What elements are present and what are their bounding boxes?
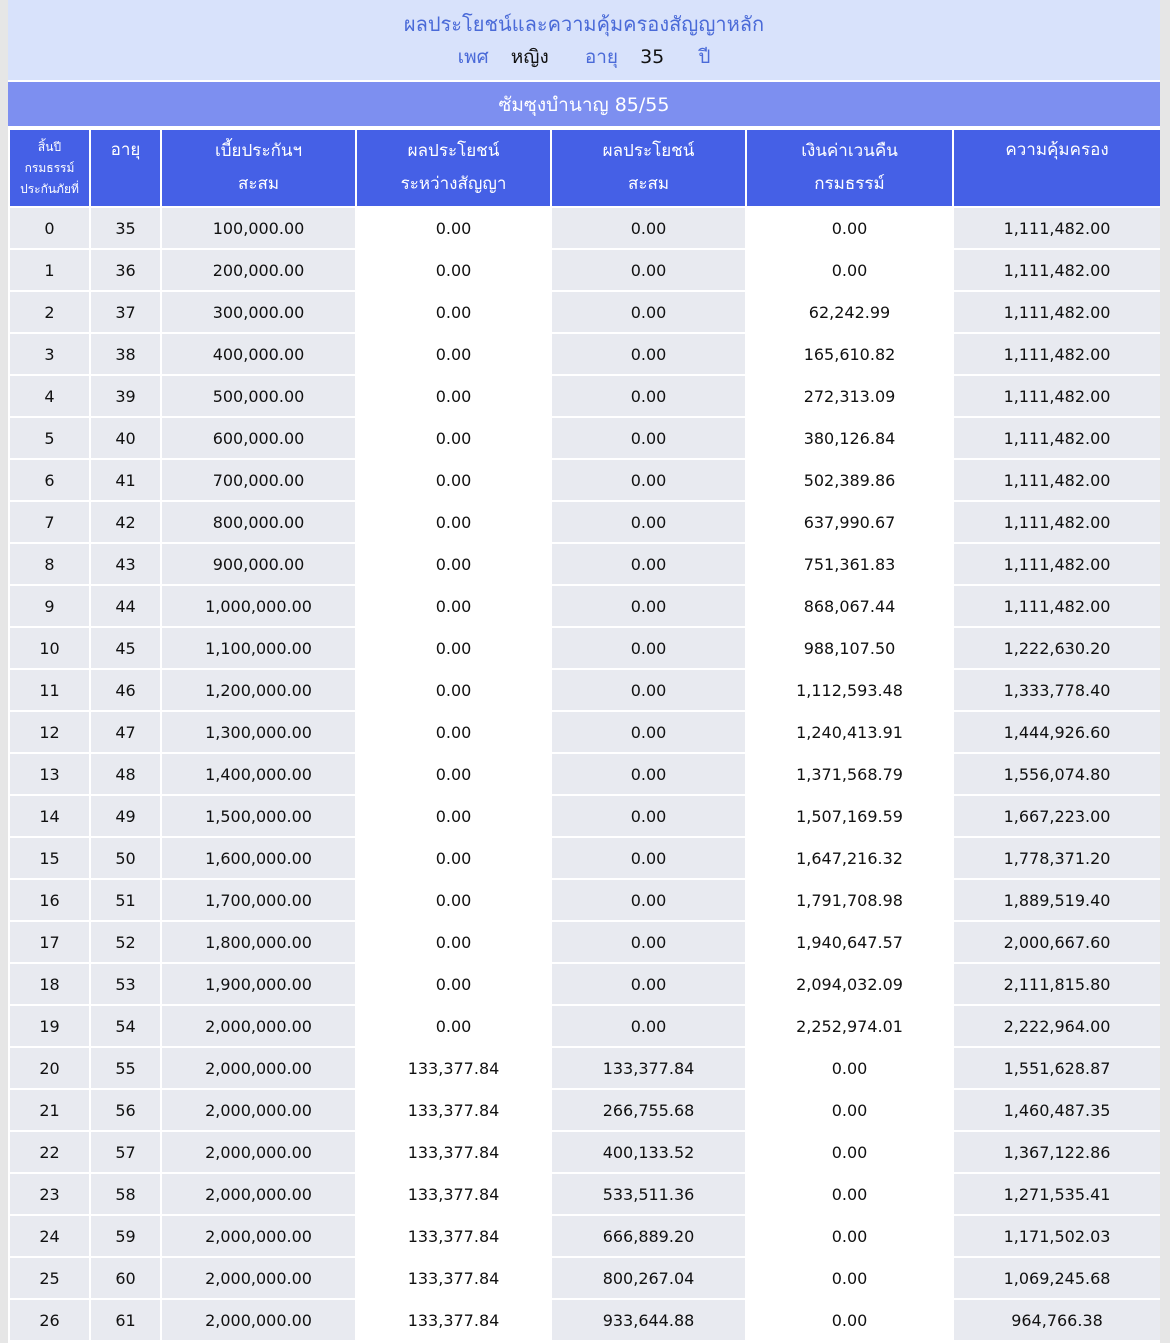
table-cell: 57 [90,1131,161,1173]
table-cell: 1,400,000.00 [161,753,356,795]
table-cell: 0.00 [551,417,746,459]
table-cell: 1,700,000.00 [161,879,356,921]
column-header-line: ความคุ้มครอง [1005,140,1109,160]
table-cell: 500,000.00 [161,375,356,417]
table-cell: 868,067.44 [746,585,953,627]
table-cell: 0.00 [356,921,551,963]
table-cell: 1,111,482.00 [953,375,1160,417]
table-cell: 0.00 [356,753,551,795]
table-cell: 533,511.36 [551,1173,746,1215]
table-row [9,207,1160,249]
table-cell: 964,766.38 [953,1299,1160,1341]
age-value: 35 [640,46,665,68]
table-cell: 60 [90,1257,161,1299]
table-cell: 48 [90,753,161,795]
table-cell: 400,000.00 [161,333,356,375]
table-cell: 40 [90,417,161,459]
table-cell: 0.00 [551,291,746,333]
age-label: อายุ [584,46,619,68]
table-cell: 1,171,502.03 [953,1215,1160,1257]
table-cell: 600,000.00 [161,417,356,459]
table-cell: 0.00 [551,711,746,753]
table-cell: 1,111,482.00 [953,543,1160,585]
table-cell: 41 [90,459,161,501]
table-cell: 12 [9,711,90,753]
table-cell: 19 [9,1005,90,1047]
table-cell: 900,000.00 [161,543,356,585]
table-cell: 0.00 [551,627,746,669]
table-body [9,207,1160,1341]
table-cell: 300,000.00 [161,291,356,333]
table-cell: 0.00 [746,1089,953,1131]
table-cell: 47 [90,711,161,753]
column-header [9,129,90,207]
table-cell: 1,300,000.00 [161,711,356,753]
table-cell: 13 [9,753,90,795]
table-cell: 400,133.52 [551,1131,746,1173]
table-cell: 9 [9,585,90,627]
table-cell: 0.00 [551,879,746,921]
table-row [9,879,1160,921]
table-row [9,1131,1160,1173]
table-cell: 666,889.20 [551,1215,746,1257]
table-cell: 1,111,482.00 [953,291,1160,333]
table-cell: 0.00 [551,837,746,879]
table-row [9,459,1160,501]
table-cell: 0.00 [356,711,551,753]
table-cell: 1,111,482.00 [953,501,1160,543]
table-cell: 0.00 [551,333,746,375]
table-cell: 1,940,647.57 [746,921,953,963]
table-cell: 0.00 [356,207,551,249]
column-header-line: สิ้นปี [37,139,62,154]
table-cell: 20 [9,1047,90,1089]
table-row [9,837,1160,879]
table-cell: 0.00 [356,417,551,459]
table-cell: 2,000,000.00 [161,1005,356,1047]
table-cell: 0.00 [746,1131,953,1173]
table-cell: 1,507,169.59 [746,795,953,837]
column-header-line: อายุ [110,140,141,160]
table-cell: 56 [90,1089,161,1131]
table-row [9,1215,1160,1257]
table-cell: 16 [9,879,90,921]
page-title: ผลประโยชน์และความคุ้มครองสัญญาหลัก [403,12,765,36]
table-cell: 15 [9,837,90,879]
table-cell: 7 [9,501,90,543]
table-cell: 1,444,926.60 [953,711,1160,753]
table-cell: 0.00 [746,1299,953,1341]
header-panel [8,0,1160,82]
table-cell: 1,367,122.86 [953,1131,1160,1173]
table-row [9,753,1160,795]
column-header-line: ผลประโยชน์ [602,141,695,161]
table-cell: 2,000,000.00 [161,1047,356,1089]
table-cell: 133,377.84 [356,1257,551,1299]
table-cell: 24 [9,1215,90,1257]
column-header-line: กรมธรรม์ [814,174,885,194]
table-cell: 43 [90,543,161,585]
table-cell: 0.00 [746,1047,953,1089]
table-cell: 502,389.86 [746,459,953,501]
table-cell: 2,252,974.01 [746,1005,953,1047]
table-cell: 6 [9,459,90,501]
table-cell: 2,000,667.60 [953,921,1160,963]
table-row [9,669,1160,711]
table-cell: 0.00 [356,543,551,585]
table-cell: 11 [9,669,90,711]
table-cell: 1,271,535.41 [953,1173,1160,1215]
table-cell: 0.00 [356,291,551,333]
plan-name: ซัมซุงบำนาญ 85/55 [8,82,1160,128]
gender-value: หญิง [510,46,549,68]
table-row [9,1005,1160,1047]
table-cell: 1,111,482.00 [953,333,1160,375]
table-cell: 0.00 [356,837,551,879]
table-cell: 133,377.84 [356,1215,551,1257]
column-header-line: เงินค่าเวนคืน [801,141,898,161]
table-cell: 1,900,000.00 [161,963,356,1005]
table-cell: 1,460,487.35 [953,1089,1160,1131]
table-row [9,795,1160,837]
table-cell: 100,000.00 [161,207,356,249]
table-row [9,543,1160,585]
table-cell: 272,313.09 [746,375,953,417]
gender-label: เพศ [457,46,489,68]
table-cell: 0.00 [746,1215,953,1257]
table-row [9,291,1160,333]
table-cell: 0.00 [551,753,746,795]
table-cell: 0.00 [551,795,746,837]
table-cell: 46 [90,669,161,711]
table-cell: 49 [90,795,161,837]
table-cell: 44 [90,585,161,627]
table-cell: 1,667,223.00 [953,795,1160,837]
table-cell: 0.00 [746,249,953,291]
table-cell: 2,000,000.00 [161,1173,356,1215]
table-cell: 1,778,371.20 [953,837,1160,879]
table-cell: 0.00 [356,249,551,291]
table-cell: 54 [90,1005,161,1047]
table-cell: 1,111,482.00 [953,207,1160,249]
table-cell: 23 [9,1173,90,1215]
table-cell: 1,100,000.00 [161,627,356,669]
table-cell: 52 [90,921,161,963]
table-cell: 266,755.68 [551,1089,746,1131]
table-cell: 59 [90,1215,161,1257]
table-cell: 2,094,032.09 [746,963,953,1005]
table-cell: 0.00 [356,585,551,627]
table-cell: 2,222,964.00 [953,1005,1160,1047]
table-cell: 133,377.84 [356,1299,551,1341]
table-cell: 1 [9,249,90,291]
table-cell: 8 [9,543,90,585]
table-cell: 988,107.50 [746,627,953,669]
table-row [9,501,1160,543]
table-cell: 0.00 [746,1257,953,1299]
table-cell: 17 [9,921,90,963]
table-cell: 45 [90,627,161,669]
table-cell: 200,000.00 [161,249,356,291]
table-cell: 0.00 [551,501,746,543]
table-cell: 0.00 [551,207,746,249]
table-cell: 0.00 [551,669,746,711]
column-header-line: กรมธรรม์ [24,160,75,175]
table-cell: 10 [9,627,90,669]
table-row [9,585,1160,627]
column-header-line: ประกันภัยที่ [20,181,79,196]
table-cell: 0 [9,207,90,249]
table-cell: 2 [9,291,90,333]
table-cell: 0.00 [551,921,746,963]
table-cell: 35 [90,207,161,249]
column-header-line: สะสม [627,174,670,194]
table-row [9,921,1160,963]
table-cell: 133,377.84 [356,1173,551,1215]
table-cell: 39 [90,375,161,417]
table-cell: 1,111,482.00 [953,585,1160,627]
table-cell: 165,610.82 [746,333,953,375]
table-row [9,333,1160,375]
table-cell: 0.00 [746,207,953,249]
table-cell: 0.00 [551,375,746,417]
table-cell: 1,791,708.98 [746,879,953,921]
insured-info [8,39,1160,75]
benefit-table-page [8,0,1160,1343]
table-row [9,1257,1160,1299]
table-row [9,1173,1160,1215]
table-cell: 21 [9,1089,90,1131]
table-row [9,1047,1160,1089]
table-cell: 18 [9,963,90,1005]
table-cell: 637,990.67 [746,501,953,543]
table-cell: 0.00 [551,249,746,291]
table-cell: 1,111,482.00 [953,417,1160,459]
table-cell: 0.00 [356,795,551,837]
table-cell: 133,377.84 [551,1047,746,1089]
column-header [356,129,551,207]
table-cell: 37 [90,291,161,333]
table-row [9,627,1160,669]
column-header-line: ระหว่างสัญญา [400,174,507,194]
table-cell: 1,600,000.00 [161,837,356,879]
table-cell: 0.00 [356,627,551,669]
table-cell: 25 [9,1257,90,1299]
column-header [953,129,1160,207]
table-cell: 133,377.84 [356,1047,551,1089]
table-cell: 0.00 [356,459,551,501]
table-cell: 751,361.83 [746,543,953,585]
table-cell: 0.00 [551,585,746,627]
table-cell: 1,333,778.40 [953,669,1160,711]
table-cell: 0.00 [356,501,551,543]
table-cell: 933,644.88 [551,1299,746,1341]
table-cell: 38 [90,333,161,375]
table-cell: 0.00 [551,459,746,501]
table-cell: 2,000,000.00 [161,1299,356,1341]
column-header-line: ผลประโยชน์ [407,141,500,161]
table-cell: 0.00 [356,333,551,375]
column-header [551,129,746,207]
table-cell: 22 [9,1131,90,1173]
table-cell: 1,111,482.00 [953,459,1160,501]
table-cell: 0.00 [551,1005,746,1047]
column-header [746,129,953,207]
table-cell: 0.00 [356,963,551,1005]
table-cell: 61 [90,1299,161,1341]
table-header-row [9,129,1160,207]
table-cell: 14 [9,795,90,837]
table-cell: 1,556,074.80 [953,753,1160,795]
table-cell: 1,069,245.68 [953,1257,1160,1299]
table-cell: 0.00 [551,543,746,585]
table-cell: 2,000,000.00 [161,1257,356,1299]
table-cell: 5 [9,417,90,459]
table-cell: 1,200,000.00 [161,669,356,711]
column-header [90,129,161,207]
table-cell: 0.00 [551,963,746,1005]
table-cell: 1,500,000.00 [161,795,356,837]
table-cell: 1,371,568.79 [746,753,953,795]
table-cell: 2,111,815.80 [953,963,1160,1005]
table-row [9,711,1160,753]
table-cell: 1,889,519.40 [953,879,1160,921]
table-cell: 0.00 [356,879,551,921]
table-cell: 62,242.99 [746,291,953,333]
column-header-line: เบี้ยประกันฯ [214,141,303,161]
table-cell: 800,000.00 [161,501,356,543]
table-cell: 380,126.84 [746,417,953,459]
table-row [9,963,1160,1005]
table-cell: 4 [9,375,90,417]
table-cell: 1,800,000.00 [161,921,356,963]
table-cell: 800,267.04 [551,1257,746,1299]
table-cell: 1,222,630.20 [953,627,1160,669]
benefit-table [8,128,1160,1342]
table-cell: 50 [90,837,161,879]
table-cell: 0.00 [356,375,551,417]
column-header [161,129,356,207]
table-cell: 133,377.84 [356,1089,551,1131]
table-row [9,249,1160,291]
column-header-line: สะสม [237,174,280,194]
table-row [9,1299,1160,1341]
table-cell: 26 [9,1299,90,1341]
table-cell: 2,000,000.00 [161,1215,356,1257]
table-cell: 2,000,000.00 [161,1089,356,1131]
table-cell: 0.00 [356,1005,551,1047]
table-cell: 58 [90,1173,161,1215]
table-cell: 133,377.84 [356,1131,551,1173]
table-cell: 1,000,000.00 [161,585,356,627]
table-cell: 1,111,482.00 [953,249,1160,291]
table-cell: 1,112,593.48 [746,669,953,711]
table-row [9,375,1160,417]
table-cell: 1,647,216.32 [746,837,953,879]
table-cell: 2,000,000.00 [161,1131,356,1173]
table-cell: 700,000.00 [161,459,356,501]
table-cell: 53 [90,963,161,1005]
table-cell: 51 [90,879,161,921]
table-cell: 1,240,413.91 [746,711,953,753]
table-cell: 36 [90,249,161,291]
table-cell: 1,551,628.87 [953,1047,1160,1089]
table-cell: 42 [90,501,161,543]
table-cell: 0.00 [746,1173,953,1215]
table-row [9,1089,1160,1131]
year-label: ปี [698,46,711,68]
table-row [9,417,1160,459]
table-cell: 55 [90,1047,161,1089]
table-cell: 3 [9,333,90,375]
table-cell: 0.00 [356,669,551,711]
